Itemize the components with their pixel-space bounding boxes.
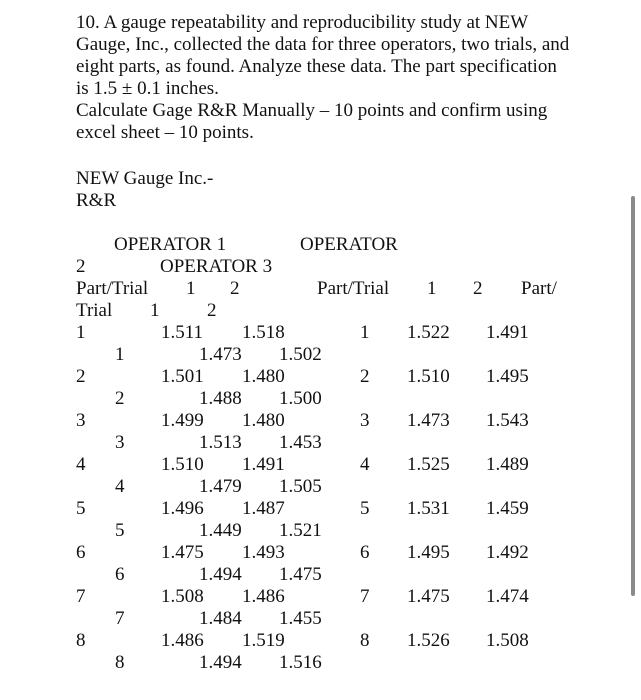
problem-line: eight parts, as found. Analyze these data. The part specification: [76, 56, 557, 77]
op2-trial1-value: 1.522: [407, 322, 450, 343]
col-header-trial2: 2: [230, 278, 240, 299]
op2-trial1-value: 1.525: [407, 454, 450, 475]
op3-trial1-value: 1.494: [199, 564, 242, 585]
op3-trial2-value: 1.455: [279, 608, 322, 629]
op2-trial2-value: 1.495: [486, 366, 529, 387]
problem-statement: [76, 12, 596, 144]
problem-line: 10. A gauge repeatability and reproducibility study at NEW: [76, 12, 529, 33]
op2-part-number: 1: [360, 322, 370, 343]
op3-trial2-value: 1.516: [279, 652, 322, 673]
op3-part-number: 4: [115, 476, 125, 497]
op3-trial1-value: 1.494: [199, 652, 242, 673]
operator2-heading: OPERATOR: [300, 234, 398, 255]
op1-trial2-value: 1.493: [242, 542, 285, 563]
op1-trial1-value: 1.510: [161, 454, 204, 475]
col-header-trial1: 1: [186, 278, 196, 299]
op3-trial1-value: 1.473: [199, 344, 242, 365]
op1-trial1-value: 1.496: [161, 498, 204, 519]
op2-trial1-value: 1.495: [407, 542, 450, 563]
op2-trial1-value: 1.531: [407, 498, 450, 519]
op3-trial2-value: 1.475: [279, 564, 322, 585]
op2-part-number: 2: [360, 366, 370, 387]
op1-trial1-value: 1.499: [161, 410, 204, 431]
op1-trial2-value: 1.486: [242, 586, 285, 607]
op1-trial2-value: 1.480: [242, 410, 285, 431]
op2-trial2-value: 1.508: [486, 630, 529, 651]
op2-part-number: 4: [360, 454, 370, 475]
part-number: 5: [76, 498, 86, 519]
op2-trial1-value: 1.473: [407, 410, 450, 431]
operator1-heading: OPERATOR 1: [114, 234, 227, 255]
op1-trial1-value: 1.511: [161, 322, 204, 343]
op2-part-number: 3: [360, 410, 370, 431]
op3-part-number: 3: [115, 432, 125, 453]
op1-trial1-value: 1.486: [161, 630, 204, 651]
col-header-part-trial: Part/Trial: [76, 278, 149, 299]
col-header-part-trial: Part/Trial: [317, 278, 390, 299]
col-header-trial1: 1: [427, 278, 437, 299]
op3-part-number: 2: [115, 388, 125, 409]
op1-trial2-value: 1.519: [242, 630, 285, 651]
col-header-trial2: 2: [473, 278, 483, 299]
problem-line: Gauge, Inc., collected the data for three operators, two trials, and: [76, 34, 570, 55]
part-number: 2: [76, 366, 86, 387]
op3-trial1-value: 1.449: [199, 520, 242, 541]
op2-trial2-value: 1.489: [486, 454, 529, 475]
op2-trial2-value: 1.492: [486, 542, 529, 563]
scrollbar[interactable]: [631, 196, 635, 596]
op3-trial2-value: 1.453: [279, 432, 322, 453]
op2-part-number: 8: [360, 630, 370, 651]
op3-trial2-value: 1.505: [279, 476, 322, 497]
op3-trial2-value: 1.521: [279, 520, 322, 541]
op3-trial1-value: 1.479: [199, 476, 242, 497]
part-number: 3: [76, 410, 86, 431]
op2-trial1-value: 1.475: [407, 586, 450, 607]
part-number: 6: [76, 542, 86, 563]
col-header-trial: Trial: [76, 300, 113, 321]
op3-part-number: 6: [115, 564, 125, 585]
op3-part-number: 1: [115, 344, 125, 365]
op3-part-number: 5: [115, 520, 125, 541]
op1-trial1-value: 1.501: [161, 366, 204, 387]
op2-part-number: 7: [360, 586, 370, 607]
op1-trial2-value: 1.480: [242, 366, 285, 387]
study-title: R&R: [76, 190, 117, 211]
part-number: 8: [76, 630, 86, 651]
op2-trial2-value: 1.543: [486, 410, 529, 431]
op3-trial1-value: 1.513: [199, 432, 242, 453]
op1-trial2-value: 1.487: [242, 498, 285, 519]
op2-trial2-value: 1.474: [486, 586, 529, 607]
col-header-trial2: 2: [207, 300, 217, 321]
op3-trial1-value: 1.488: [199, 388, 242, 409]
op3-trial2-value: 1.502: [279, 344, 322, 365]
part-number: 1: [76, 322, 86, 343]
problem-line: Calculate Gage R&R Manually – 10 points and confirm using: [76, 100, 548, 121]
operator3-heading: OPERATOR 3: [160, 256, 273, 277]
op2-part-number: 6: [360, 542, 370, 563]
operator2-number: 2: [76, 256, 86, 277]
op2-trial2-value: 1.491: [486, 322, 529, 343]
problem-line: is 1.5 ± 0.1 inches.: [76, 78, 219, 99]
op1-trial1-value: 1.508: [161, 586, 204, 607]
col-header-part: Part/: [521, 278, 557, 299]
op3-part-number: 7: [115, 608, 125, 629]
problem-line: excel sheet – 10 points.: [76, 122, 254, 143]
col-header-trial1: 1: [150, 300, 160, 321]
op3-part-number: 8: [115, 652, 125, 673]
op1-trial2-value: 1.491: [242, 454, 285, 475]
op2-trial2-value: 1.459: [486, 498, 529, 519]
part-number: 4: [76, 454, 86, 475]
op3-trial1-value: 1.484: [199, 608, 242, 629]
company-name: NEW Gauge Inc.-: [76, 168, 214, 189]
op2-trial1-value: 1.526: [407, 630, 450, 651]
op2-part-number: 5: [360, 498, 370, 519]
part-number: 7: [76, 586, 86, 607]
op1-trial2-value: 1.518: [242, 322, 285, 343]
op3-trial2-value: 1.500: [279, 388, 322, 409]
op2-trial1-value: 1.510: [407, 366, 450, 387]
op1-trial1-value: 1.475: [161, 542, 204, 563]
